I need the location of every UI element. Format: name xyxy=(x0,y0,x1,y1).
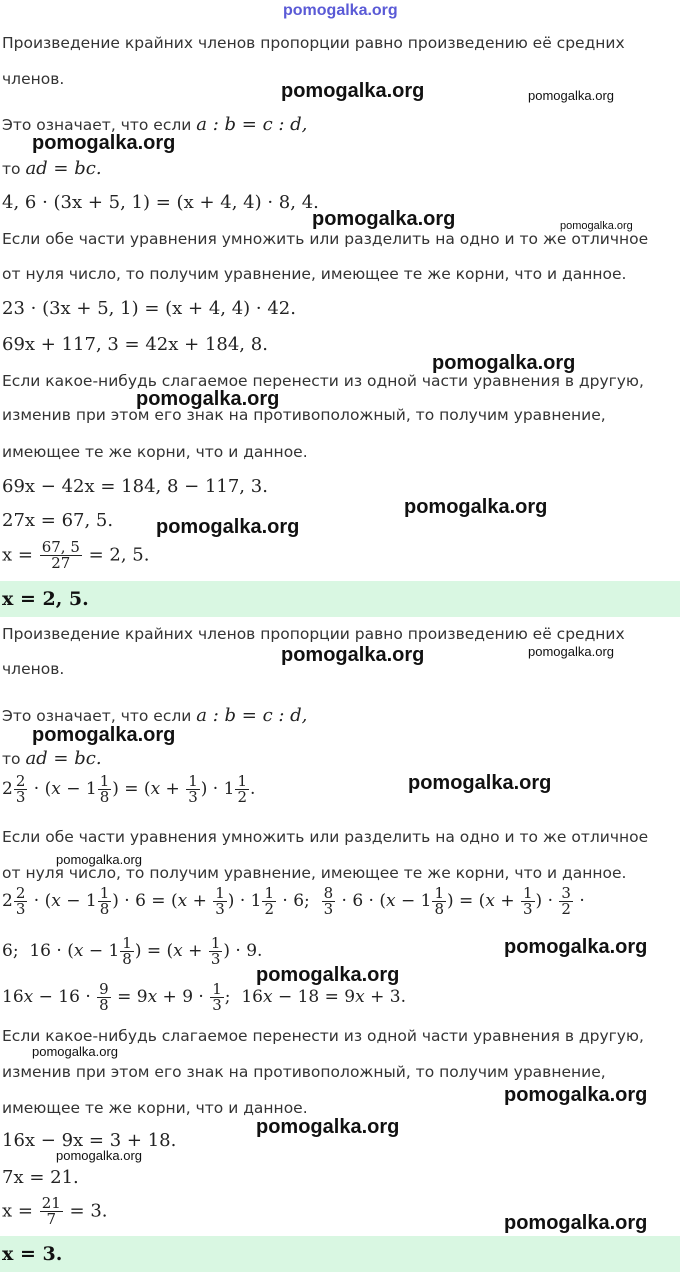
rule-proportion-line1: Произведение крайних членов пропорции равно произведению её средних xyxy=(2,625,625,643)
answer-2: x = 3. xyxy=(2,1243,63,1265)
rule-multiply-line2: от нуля число, то получим уравнение, имеющее те же корни, что и данное. xyxy=(2,265,627,283)
rule-proportion-line2: членов. xyxy=(2,660,65,678)
watermark: pomogalka.org xyxy=(408,772,552,794)
rule-transfer-line3: имеющее те же корни, что и данное. xyxy=(2,443,308,461)
watermark: pomogalka.org xyxy=(256,964,400,986)
watermark: pomogalka.org xyxy=(404,496,548,518)
watermark: pomogalka.org xyxy=(136,388,280,410)
rule-multiply-line1: Если обе части уравнения умножить или разделить на одно и то же отличное xyxy=(2,230,649,248)
watermark: pomogalka.org xyxy=(528,88,614,103)
equation-3: 69x + 117, 3 = 42x + 184, 8. xyxy=(2,334,268,355)
equation-6 xyxy=(2,540,149,571)
watermark: pomogalka.org xyxy=(256,1116,400,1138)
watermark: pomogalka.org xyxy=(504,1212,648,1234)
eq6-rhs: = 2, 5. xyxy=(88,544,150,566)
watermark: pomogalka.org xyxy=(504,936,648,958)
equation-5: 27x = 67, 5. xyxy=(2,510,114,531)
watermark: pomogalka.org xyxy=(312,208,456,230)
rule-proportion-line2: членов. xyxy=(2,70,65,88)
rule-multiply-line1: Если обе части уравнения умножить или разделить на одно и то же отличное xyxy=(2,828,649,846)
watermark: pomogalka.org xyxy=(56,852,142,867)
watermark: pomogalka.org xyxy=(504,1084,648,1106)
eq6-rhs: = 3. xyxy=(69,1200,108,1222)
equation-6 xyxy=(2,1196,108,1227)
watermark: pomogalka.org xyxy=(32,1044,118,1059)
rule-transfer-line3: имеющее те же корни, что и данное. xyxy=(2,1099,308,1117)
equation-5: 7x = 21. xyxy=(2,1167,79,1188)
equation-4: 16x − 9x = 3 + 18. xyxy=(2,1130,177,1151)
fraction xyxy=(40,1196,63,1227)
watermark: pomogalka.org xyxy=(432,352,576,374)
means-formula: a : b = c : d, xyxy=(196,114,308,135)
denominator: 7 xyxy=(46,1210,57,1228)
eq6-lhs: x = xyxy=(2,544,33,566)
means-prefix: Это означает, что если xyxy=(2,707,192,725)
equation-1: 4, 6 · (3x + 5, 1) = (x + 4, 4) · 8, 4. xyxy=(2,192,319,213)
eq6-lhs: x = xyxy=(2,1200,33,1222)
rule-multiply-line2: от нуля число, то получим уравнение, имеющее те же корни, что и данное. xyxy=(2,864,627,882)
rule-transfer-line1: Если какое-нибудь слагаемое перенести из одной части уравнения в другую, xyxy=(2,372,644,390)
answer-highlight xyxy=(0,581,680,617)
then-line xyxy=(2,158,102,179)
means-formula: a : b = c : d, xyxy=(196,705,308,726)
then-formula: ad = bc. xyxy=(25,748,102,769)
rule-transfer-line2: изменив при этом его знак на противоположный, то получим уравнение, xyxy=(2,1063,606,1081)
watermark: pomogalka.org xyxy=(528,644,614,659)
equation-mixed-4: 16x − 16 · $\frac{9}{8}$ = 9x + 9 · $\frac{1}{3}$ ; 16x − 18 = 9x + 3. xyxy=(2,980,406,1014)
watermark: pomogalka.org xyxy=(56,1148,142,1163)
equation-mixed-3: 6; 16 · (x − 1 $\frac{1}{8}$ ) = (x + $\frac{1}{3}$ ) · 9. xyxy=(2,934,263,968)
watermark: pomogalka.org xyxy=(156,516,300,538)
watermark: pomogalka.org xyxy=(32,724,176,746)
answer-highlight xyxy=(0,1236,680,1272)
rule-proportion-line1: Произведение крайних членов пропорции равно произведению её средних xyxy=(2,34,625,52)
then-prefix: то xyxy=(2,160,21,178)
equation-mixed-2: 2 $\frac{2}{3}$ · (x − 1 $\frac{1}{8}$ ) · 6 = (x + $\frac{1}{3}$ ) · 1 $\frac{1}{2}$ · 6; $\frac{8}{3}$ · 6 · (x − 1 $\frac{1}{8}$ ) = (x + $\frac{1}{3}$ ) · $\frac{3}{2}$ · xyxy=(2,884,585,918)
watermark: pomogalka.org xyxy=(281,644,425,666)
watermark: pomogalka.org xyxy=(32,132,176,154)
denominator: 27 xyxy=(51,554,71,572)
equation-2: 23 · (3x + 5, 1) = (x + 4, 4) · 42. xyxy=(2,298,296,319)
watermark: pomogalka.org xyxy=(281,80,425,102)
then-prefix: то xyxy=(2,750,21,768)
answer-1: x = 2, 5. xyxy=(2,588,89,610)
equation-mixed-1: 2 $\frac{2}{3}$ · (x − 1 $\frac{1}{8}$ ) = (x + $\frac{1}{3}$ ) · 1 $\frac{1}{2}$ . xyxy=(2,772,256,806)
watermark-top: pomogalka.org xyxy=(283,2,398,19)
rule-transfer-line2: изменив при этом его знак на противоположный, то получим уравнение, xyxy=(2,406,606,424)
numerator: 21 xyxy=(41,1194,61,1212)
fraction xyxy=(40,540,82,571)
then-line xyxy=(2,748,102,769)
rule-transfer-line1: Если какое-нибудь слагаемое перенести из одной части уравнения в другую, xyxy=(2,1027,644,1045)
numerator: 67, 5 xyxy=(41,538,80,556)
means-line xyxy=(2,705,307,726)
means-prefix: Это означает, что если xyxy=(2,116,192,134)
then-formula: ad = bc. xyxy=(25,158,102,179)
watermark: pomogalka.org xyxy=(560,220,633,232)
equation-4: 69x − 42x = 184, 8 − 117, 3. xyxy=(2,476,268,497)
